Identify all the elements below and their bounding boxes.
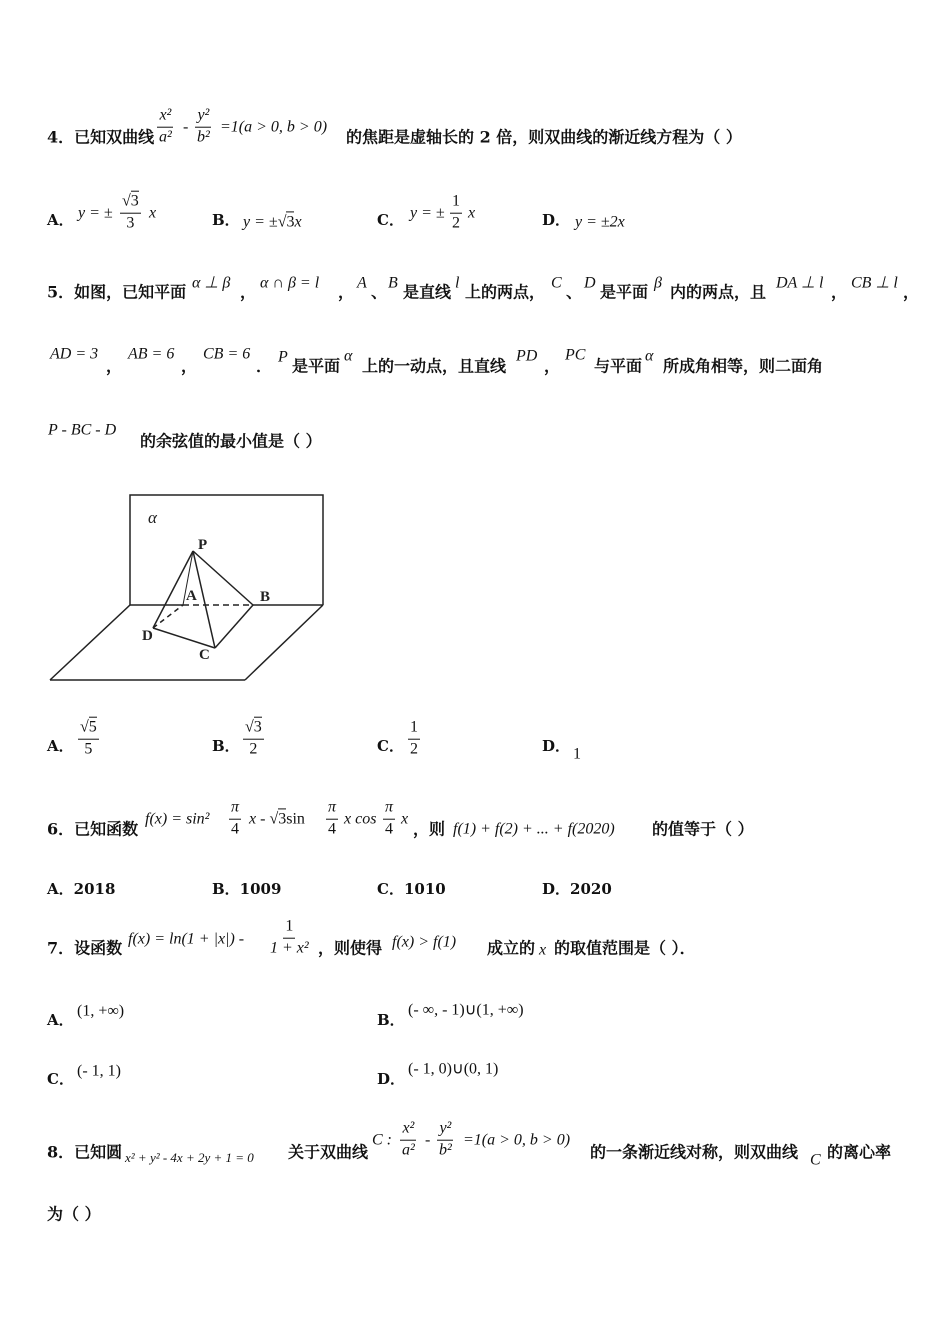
figure-label-p: P — [198, 537, 208, 553]
q5-text-line: 是直线 — [403, 282, 452, 302]
segment-dc — [153, 628, 215, 648]
q4-lead-text: 4．已知双曲线 — [47, 127, 155, 147]
q5-text-plane: 是平面 — [292, 356, 341, 376]
denominator: a² — [159, 128, 172, 146]
q5-line-pc: PC — [565, 346, 586, 364]
q4-option-c-label: C． — [377, 211, 404, 229]
q6-sum-expression: f(1) + f(2) + ... + f(2020) — [453, 820, 615, 838]
q5-da-perp-l: DA ⊥ l — [776, 274, 824, 292]
q7-option-a-expression: (1, +∞) — [77, 1002, 125, 1020]
sqrt-sign: √ — [245, 718, 254, 736]
q6-option-a: A．2018 — [47, 880, 116, 898]
q5-comma: ， — [181, 356, 198, 376]
q6-x-cos: x cos — [344, 810, 377, 828]
q6-function-start: f(x) = sin² — [145, 810, 210, 828]
figure-label-a: A — [186, 588, 197, 604]
denominator: 2 — [249, 740, 258, 758]
sqrt-sign: √ — [80, 718, 89, 736]
q7-option-b-expression: (- ∞, - 1)∪(1, +∞) — [408, 1001, 524, 1019]
numerator: x² — [400, 1121, 416, 1141]
q5-figure — [40, 485, 340, 690]
q6-option-b: B．1009 — [212, 880, 282, 898]
numerator: 1 — [283, 919, 295, 939]
figure-label-alpha: α — [148, 508, 157, 527]
q4-equation-rest: =1(a > 0, b > 0) — [220, 118, 328, 136]
q5-comma: ， — [903, 282, 920, 302]
denominator: b² — [197, 128, 210, 146]
radicand: 3 — [130, 192, 139, 210]
denominator: a² — [402, 1141, 415, 1159]
numerator: y² — [437, 1121, 453, 1141]
q4-option-a-prefix: y = ± — [78, 204, 113, 222]
q5-option-b-fraction — [243, 720, 264, 759]
q4-tail-text: 的焦距是虚轴长的 2 倍，则双曲线的渐近线方程为（ ） — [346, 127, 742, 147]
q4-option-c-fraction — [450, 194, 462, 233]
q4-fraction-x2-over-a2 — [157, 108, 174, 147]
q5-dihedral-angle: P - BC - D — [48, 421, 117, 439]
radicand: 3 — [278, 810, 287, 828]
q6-lead-text: 6．已知函数 — [47, 819, 139, 839]
numerator: π — [326, 800, 338, 820]
q7-option-c-label: C． — [47, 1070, 74, 1088]
q4-option-c-suffix: x — [468, 204, 476, 222]
numerator: 1 — [450, 194, 462, 214]
q4-option-d-expression: y = ±2x — [575, 213, 625, 231]
q5-lead-text: 5．如图，已知平面 — [47, 282, 187, 302]
q5-comma: ， — [338, 282, 355, 302]
q7-lead-text: 7．设函数 — [47, 938, 123, 958]
figure-label-d: D — [142, 628, 153, 644]
q5-text-moving-point: 上的一动点，且直线 — [362, 356, 507, 376]
q6-x: x — [401, 810, 409, 828]
q8-circle-equation: x² + y² - 4x + 2y + 1 = 0 — [125, 1150, 254, 1166]
sin-text: sin — [286, 810, 305, 828]
q5-dunhao: 、 — [566, 282, 583, 302]
q7-function-expression: f(x) = ln(1 + |x|) - — [128, 930, 245, 948]
q5-ab-value: AB = 6 — [128, 345, 175, 363]
denominator: 1 + x² — [270, 939, 309, 957]
q5-cb-value: CB = 6 — [203, 345, 251, 363]
radicand: 5 — [88, 718, 97, 736]
q5-option-c-fraction — [408, 720, 420, 759]
suffix: x — [294, 213, 302, 231]
denominator: b² — [439, 1141, 452, 1159]
numerator: π — [229, 800, 241, 820]
q5-line-l: l — [455, 274, 460, 292]
denominator: 2 — [410, 740, 418, 758]
q6-option-d: D．2020 — [542, 880, 612, 898]
q8-lead-text: 8．已知圆 — [47, 1142, 123, 1162]
numerator — [120, 194, 141, 214]
q7-variable-x: x — [539, 941, 547, 959]
q5-text-plane: 是平面 — [600, 282, 649, 302]
q5-option-a-label: A． — [47, 737, 74, 755]
q8-tail-text-2: 的离心率 — [827, 1142, 892, 1162]
q5-intersection-line: α ∩ β = l — [260, 274, 320, 292]
q8-minus-sign: - — [425, 1131, 431, 1149]
q5-comma: ， — [831, 282, 848, 302]
numerator: π — [383, 800, 395, 820]
q5-point-p: P — [278, 348, 288, 366]
plane-beta-left-edge — [50, 605, 130, 680]
q5-option-d-label: D． — [542, 737, 571, 755]
numerator: y² — [195, 108, 211, 128]
q5-alpha: α — [344, 347, 353, 365]
q5-cb-perp-l: CB ⊥ l — [851, 274, 898, 292]
q7-option-d-expression: (- 1, 0)∪(0, 1) — [408, 1060, 499, 1078]
q8-fraction-x2-over-a2 — [400, 1121, 417, 1160]
q5-period: ． — [256, 356, 273, 376]
q4-option-b-expression — [243, 212, 302, 231]
q6-mid-text: ，则 — [413, 819, 446, 839]
q5-option-d-value: 1 — [573, 745, 581, 763]
q8-question-end: 为（ ） — [47, 1204, 101, 1224]
q6-fraction-pi-over-4 — [383, 800, 395, 839]
q8-curve-name: C : — [372, 1131, 392, 1149]
q6-option-c: C．1010 — [377, 880, 446, 898]
q4-option-a-suffix: x — [149, 204, 157, 222]
q5-comma: ， — [544, 356, 561, 376]
figure-label-c: C — [199, 647, 210, 663]
prefix: y = ± — [243, 213, 278, 231]
q7-fraction — [268, 919, 311, 958]
q5-point-c: C — [551, 274, 562, 292]
q5-alpha-perp-beta: α ⊥ β — [192, 274, 231, 292]
q5-point-d: D — [584, 274, 596, 292]
q4-minus-sign: - — [183, 118, 189, 136]
q5-text-with-plane: 与平面 — [594, 356, 643, 376]
numerator — [243, 720, 264, 740]
sqrt-sign: √ — [122, 192, 131, 210]
sqrt-sign: √ — [269, 810, 279, 828]
q6-function-middle — [249, 809, 305, 828]
segment-cb — [215, 605, 253, 648]
sqrt-sign: √ — [277, 213, 287, 231]
q5-comma: ， — [106, 356, 123, 376]
q5-text-two-points: 上的两点， — [465, 282, 546, 302]
q5-option-c-label: C． — [377, 737, 404, 755]
numerator: x² — [157, 108, 173, 128]
segment-da-dashed — [153, 605, 183, 628]
q5-point-a: A — [357, 274, 367, 292]
q7-option-d-label: D． — [377, 1070, 406, 1088]
q6-fraction-pi-over-4 — [229, 800, 241, 839]
q5-option-a-fraction — [78, 720, 99, 759]
radicand: 3 — [286, 213, 295, 231]
q8-tail-text: 的一条渐近线对称，则双曲线 — [590, 1142, 799, 1162]
q4-option-b-label: B． — [212, 211, 240, 229]
q5-alpha: α — [645, 347, 654, 365]
denominator: 3 — [126, 214, 135, 232]
q6-fraction-pi-over-4 — [326, 800, 338, 839]
q7-inequality: f(x) > f(1) — [392, 933, 457, 951]
q8-fraction-y2-over-b2 — [437, 1121, 454, 1160]
q7-option-a-label: A． — [47, 1011, 74, 1029]
q5-text-equal-angles: 所成角相等，则二面角 — [663, 356, 824, 376]
figure-label-b: B — [260, 589, 271, 605]
radicand: 3 — [253, 718, 262, 736]
q7-mid-text: ，则使得 — [318, 938, 383, 958]
q7-mid-text-2: 成立的 — [487, 938, 536, 958]
q5-text-inside: 内的两点，且 — [670, 282, 767, 302]
q7-option-b-label: B． — [377, 1011, 405, 1029]
q4-option-a-label: A． — [47, 211, 74, 229]
q7-option-c-expression: (- 1, 1) — [77, 1062, 121, 1080]
q5-beta: β — [654, 274, 662, 292]
q4-fraction-y2-over-b2 — [195, 108, 212, 147]
q4-option-a-fraction — [120, 194, 141, 233]
q5-ad-value: AD = 3 — [50, 345, 99, 363]
numerator: 1 — [408, 720, 420, 740]
segment-pb — [193, 551, 253, 605]
q5-line-pd: PD — [516, 347, 538, 365]
denominator: 4 — [328, 820, 336, 838]
q8-variable-c: C — [810, 1151, 821, 1169]
q5-dunhao: 、 — [371, 282, 388, 302]
q5-option-b-label: B． — [212, 737, 240, 755]
q5-question-text: 的余弦值的最小值是（ ） — [140, 431, 322, 451]
q8-mid-text: 关于双曲线 — [288, 1142, 369, 1162]
plane-beta-right-edge — [245, 605, 323, 680]
denominator: 5 — [84, 740, 93, 758]
denominator: 4 — [385, 820, 393, 838]
q4-option-c-prefix: y = ± — [410, 204, 445, 222]
q5-comma: ， — [240, 282, 257, 302]
denominator: 2 — [452, 214, 460, 232]
q5-point-b: B — [388, 274, 398, 292]
denominator: 4 — [231, 820, 239, 838]
q6-tail-text: 的值等于（ ） — [652, 819, 754, 839]
q8-equation-rest: =1(a > 0, b > 0) — [463, 1131, 571, 1149]
q7-tail-text: 的取值范围是（ ）． — [554, 938, 696, 958]
plane-alpha-outline — [130, 495, 323, 605]
x-minus: x - — [249, 810, 270, 828]
numerator — [78, 720, 99, 740]
q4-option-d-label: D． — [542, 211, 571, 229]
